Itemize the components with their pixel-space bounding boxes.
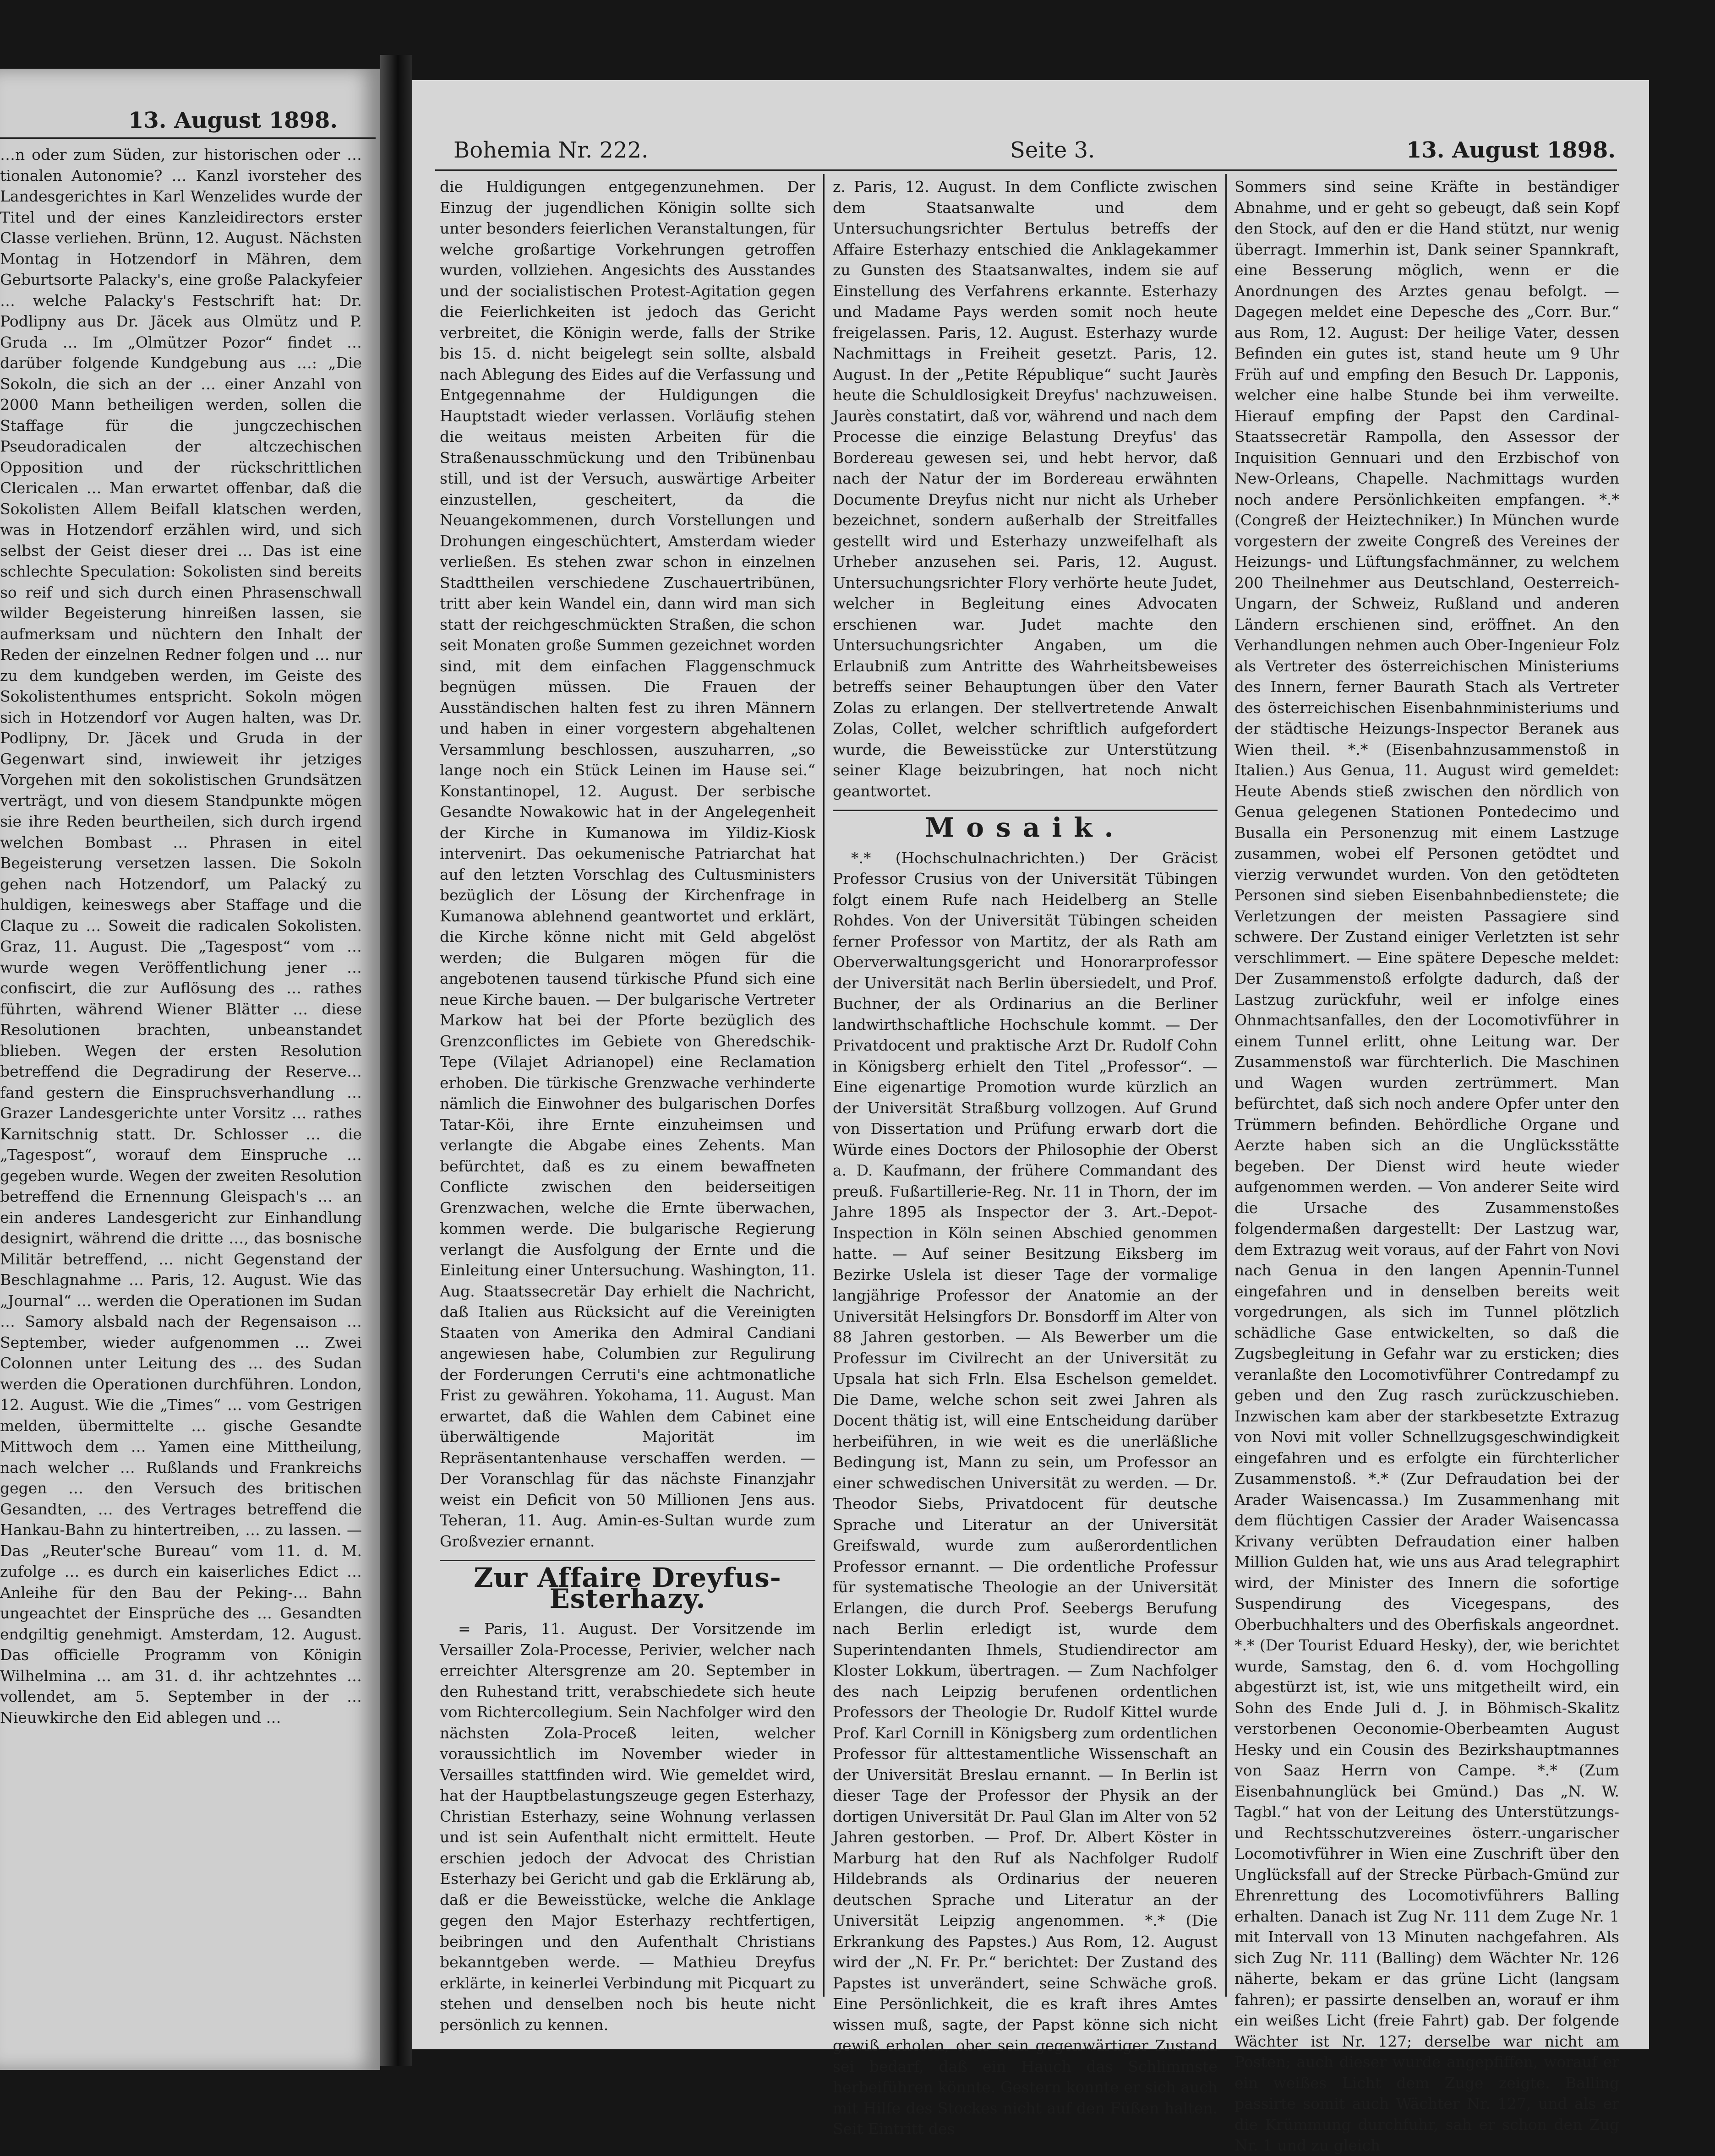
- left-page-text: …n oder zum Süden, zur historischen oder …tionalen Autonomie? … Kanzl ivorsteher des Landesgerichtes in Karl Wenzelides wurde der Titel und der eines Kanzleidirectors erster Classe verliehen. Brünn, 12. August. Nächsten Montag in Hotzendorf in Mähren, dem Geburtsorte Palacky's, eine große Palackyfeier … welche Palacky's Festschrift hat: Dr. Podlipny aus Dr. Jäcek aus Olmütz und P. Gruda … Im „Olmützer Pozor“ findet … darüber folgende Kundgebung aus …: „Die Sokoln, die sich an der … einer Anzahl von 2000 Mann betheiligen werden, sollen die Staffage für die jungczechischen Pseudoradicalen der altczechischen Opposition und der rückschrittlichen Clericalen … Man erwartet offenbar, daß die Sokolisten Allem Beifall klatschen werden, was in Hotzendorf erzählen wird, und sich selbst der Geist dieser drei … Das ist eine schlechte Speculation: Sokolisten sind bereits so reif und sich durch einen Phrasenschwall wilder Begeisterung hinreißen lassen, sie aufmerksam und nüchtern den Inhalt der Reden der einzelnen Redner folgen und … nur zu dem kundgeben werden, im Geiste des Sokolistenthumes entspricht. Sokoln mögen sich in Hotzendorf vor Augen halten, was Dr. Podlipny, Dr. Jäcek und Gruda in der Gegenwart sind, inwieweit ihr jetziges Vorgehen mit den sokolistischen Grundsätzen verträgt, und von diesem Standpunkte mögen sie ihre Reden beurtheilen, sich durch irgend welchen Bombast … Phrasen in eitel Begeisterung versetzen lassen. Die Sokoln gehen nach Hotzendorf, um Palacký zu huldigen, keineswegs aber Staffage und die Claque zu … Soweit die radicalen Sokolisten. Graz, 11. August. Die „Tagespost“ vom … wurde wegen Veröffentlichung jener … confiscirt, die zur Auflösung des … rathes führten, während Wiener Blätter … diese Resolutionen brachten, unbeanstandet blieben. Wegen der ersten Resolution betreffend die Degradirung der Reserve… fand gestern die Einspruchsverhandlung … Grazer Landesgerichte unter Vorsitz … rathes Karnitschnig statt. Dr. Schlosser … die „Tagespost“, worauf dem Einspruche … gegeben wurde. Wegen der zweiten Resolution betreffend die Ernennung Gleispach's … an ein anderes Landesgericht zur Einhandlung designirt, während die dritte …, das bosnische Militär betreffend, … nicht Gegenstand der Beschlagnahme … Paris, 12. August. Wie das „Journal“ … werden die Operationen im Sudan … Samory alsbald nach der Regensaison … September, wieder aufgenommen … Zwei Colonnen unter Leitung des … des Sudan werden die Operationen durchführen. London, 12. August. Wie die „Times“ … vom Gestrigen melden, übermittelte … gische Gesandte Mittwoch dem … Yamen eine Mittheilung, nach welcher … Rußlands und Frankreichs gegen … den Versuch des britischen Gesandten, … des Vertrages betreffend die Hankau-Bahn zu hintertreiben, … zu lassen. — Das „Reuter'sche Bureau“ vom 11. d. M. zufolge … es durch ein kaiserliches Edict … Anleihe für den Bau der Peking-… Bahn ungeachtet der Einsprüche des … Gesandten endgiltig genehmigt. Amsterdam, 12. August. Das officielle Programm von Königin Wilhelmina … am 31. d. ihr achtzehntes … vollendet, am 5. September in der … Nieuwkirche den Eid ablegen und …: [0, 146, 362, 1726]
- mosaik-section-text: *.* (Hochschulnachrichten.) Der Gräcist Professor Crusius von der Universität Tübingen folgt einem Rufe nach Heidelberg an Stelle Rohdes. Von der Universität Tübingen scheiden ferner Professor von Martitz, der als Rath am Oberverwaltungsgericht und Honorarprofessor der Universität nach Berlin übersiedelt, und Prof. Buchner, der als Ordinarius an die Berliner landwirthschaftliche Hochschule kommt. — Der Privatdocent und praktische Arzt Dr. Rudolf Cohn in Königsberg erhielt den Titel „Professor“. — Eine eigenartige Promotion wurde kürzlich an der Universität Straßburg vollzogen. Auf Grund von Dissertation und Prüfung erwarb dort die Würde eines Doctors der Philosophie der Oberst a. D. Kaufmann, der frühere Commandant des preuß. Fußartillerie-Reg. Nr. 11 in Thorn, der im Jahre 1895 als Inspector der 3. Art.-Depot-Inspection in Köln seinen Abschied genommen hatte. — Auf seiner Besitzung Eiksberg im Bezirke Uslela ist dieser Tage der vormalige langjährige Professor der Anatomie an der Universität Helsingfors Dr. Bonsdorff im Alter von 88 Jahren gestorben. — Als Bewerber um die Professur im Civilrecht an der Universität zu Upsala hat sich Frln. Elsa Eschelson gemeldet. Die Dame, welche schon seit zwei Jahren als Docent thätig ist, will eine Entscheidung darüber herbeiführen, in wie weit es die unerläßliche Bedingung ist, Mann zu sein, um Professor an einer schwedischen Universität zu werden. — Dr. Theodor Siebs, Privatdocent für deutsche Sprache und Literatur an der Universität Greifswald, wurde zum außerordentlichen Professor ernannt. — Die ordentliche Professur für systematische Theologie an der Universität Erlangen, die durch Prof. Seebergs Berufung nach Berlin erledigt ist, wurde dem Superintendanten Ihmels, Studiendirector am Kloster Lokkum, übertragen. — Zum Nachfolger des nach Leipzig berufenen ordentlichen Professors der Theologie Dr. Rudolf Kittel wurde Prof. Karl Cornill in Königsberg zum ordentlichen Professor für alttestamentliche Wissenschaft an der Universität Breslau ernannt. — In Berlin ist dieser Tage der Professor der Physik an der dortigen Universität Dr. Paul Glan im Alter von 52 Jahren gestorben. — Prof. Dr. Albert Köster in Marburg hat den Ruf als Nachfolger Rudolf Hildebrands als Ordinarius der neueren deutschen Sprache und Literatur an der Universität Leipzig angenommen. *.* (Die Erkrankung des Papstes.) Aus Rom, 12. August wird der „N. Fr. Pr.“ berichtet: Der Zustand des Papstes ist unverändert, seine Schwäche groß. Eine Persönlichkeit, die es kraft ihres Amtes wissen muß, sagte, der Papst könne sich nicht gewiß erholen, ober sein gegenwärtiger Zustand sei bedarf, daß ein Hauch das Schlimmste herbeiführen könnte. Gestern konnte er sich auch mit Hilfe des Stockes nicht auf den Füßen halten. Seit Eintritt des: [833, 849, 1218, 2138]
- column-3-text: Sommers sind seine Kräfte in beständiger Abnahme, und er geht so gebeugt, daß sein Kopf den Stock, auf den er die Hand stützt, nur wenig überragt. Immerhin ist, Dank seiner Spannkraft, eine Besserung möglich, wenn er die Anordnungen des Arztes genau befolgt. — Dagegen meldet eine Depesche des „Corr. Bur.“ aus Rom, 12. August: Der heilige Vater, dessen Befinden ein gutes ist, stand heute um 9 Uhr Früh auf und empfing den Besuch Dr. Lapponis, welcher eine halbe Stunde bei ihm verweilte. Hierauf empfing der Papst den Cardinal-Staatssecretär Rampolla, den Assessor der Inquisition Gennuari und den Erzbischof von New-Orleans, Chapelle. Nachmittags wurden noch andere Persönlichkeiten empfangen. *.* (Congreß der Heiztechniker.) In München wurde vorgestern der zweite Congreß des Vereines der Heizungs- und Lüftungsfachmänner, zu welchem 200 Theilnehmer aus Deutschland, Oesterreich-Ungarn, der Schweiz, Rußland und anderen Ländern erschienen sind, eröffnet. An den Verhandlungen nehmen auch Ober-Ingenieur Folz als Vertreter des österreichischen Ministeriums des Innern, ferner Baurath Stach als Vertreter des österreichischen Eisenbahnministeriums und der städtische Heizungs-Inspector Beranek aus Wien theil. *.* (Eisenbahnzusammenstoß in Italien.) Aus Genua, 11. August wird gemeldet: Heute Abends stieß zwischen den nördlich von Genua gelegenen Stationen Pontedecimo und Busalla ein Personenzug mit einem Lastzuge zusammen, wobei elf Personen getödtet und vierzig verwundet wurden. Von den getödteten Personen sind sieben Eisenbahnbedienstete; die Verletzungen der meisten Passagiere sind schwere. Der Zustand einiger Verletzten ist sehr verschlimmert. — Eine spätere Depesche meldet: Der Zusammenstoß erfolgte dadurch, daß der Lastzug zurückfuhr, weil er infolge eines Ohnmachtsanfalles, den der Locomotivführer in einem Tunnel erlitt, ohne Leitung war. Der Zusammenstoß war fürchterlich. Die Maschinen und Wagen wurden zertrümmert. Man befürchtet, daß sich noch andere Opfer unter den Trümmern befinden. Behördliche Organe und Aerzte haben sich an die Unglücksstätte begeben. Der Dienst wird heute wieder aufgenommen werden. — Von anderer Seite wird die Ursache des Zusammenstoßes folgendermaßen dargestellt: Der Lastzug war, dem Extrazug weit voraus, auf der Fahrt von Novi nach Genua in den langen Apennin-Tunnel eingefahren und in denselben bereits weit vorgedrungen, als sich im Tunnel plötzlich schädliche Gase entwickelten, so daß die Zugsbegleitung in Gefahr war zu ersticken; dies veranlaßte den Locomotivführer Contredampf zu geben und den Zug rasch zurückzuschieben. Inzwischen kam aber der starkbesetzte Extrazug von Novi mit voller Schnellzugsgeschwindigkeit eingefahren und es erfolgte ein fürchterlicher Zusammenstoß. *.* (Zur Defraudation bei der Arader Waisencassa.) Im Zusammenhang mit dem flüchtigen Cassier der Arader Waisencassa Krivany verübten Defraudation einer halben Million Gulden hat, wie uns aus Arad telegraphirt wird, der Minister des Innern die sofortige Suspendirung des Vicegespans, des Oberbuchhalters und des Oberfiskals angeordnet. *.* (Der Tourist Eduard Hesky), der, wie berichtet wurde, Samstag, den 6. d. vom Hochgolling abgestürzt ist, ist, wie uns mitgetheilt wird, ein Sohn des Ende Juli d. J. in Böhmisch-Skalitz verstorbenen Oeconomie-Oberbeamten August Hesky und ein Cousin des Bezirkshauptmannes von Saaz Herrn von Campe. *.* (Zum Eisenbahnunglück bei Gmünd.) Das „N. W. Tagbl.“ hat von der Leitung des Unterstützungs- und Rechtsschutzvereines österr.-ungarischer Locomotivführer in Wien eine Zuschrift über den Unglücksfall auf der Strecke Pürbach-Gmünd zur Ehrenrettung des Locomotivführers Balling erhalten. Danach ist Zug Nr. 111 dem Zuge Nr. 1 mit Intervall von 13 Minuten nachgefahren. Als sich Zug Nr. 111 (Balling) dem Wächter Nr. 126 näherte, bekam er das grüne Licht (langsam fahren); er passirte denselben an, worauf er ihm ein weißes Licht (freie Fahrt) gab. Der folgende Wächter ist Nr. 127; derselbe war nicht am Posten; auch dieser wurde angepfiffen, worauf er ein weißes Licht dem Zuge zeigte. Balling passirte somit auch Wächter Nr. 127, und als er die Krümmung durchfuhr, sah er schon den Zug Nr. 1 und zu gleich: [1234, 178, 1619, 2154]
- column-1-section-rule: [440, 1560, 815, 1561]
- left-page-date: 13. August 1898.: [128, 108, 338, 133]
- column-divider-1: [823, 174, 825, 1997]
- column-3: [1234, 176, 1619, 2154]
- left-page: [0, 69, 380, 2070]
- masthead-page: Seite 3.: [1010, 137, 1095, 163]
- dreyfus-section-text: = Paris, 11. August. Der Vorsitzende im Versailler Zola-Processe, Perivier, welcher nach erreichter Altersgrenze am 20. September in den Ruhestand tritt, verabschiedete sich heute vom Richtercollegium. Sein Nachfolger wird den nächsten Zola-Proceß leiten, welcher voraussichtlich im November wieder in Versailles stattfinden wird. Wie gemeldet wird, hat der Hauptbelastungszeuge gegen Esterhazy, Christian Esterhazy, seine Wohnung verlassen und ist sein Aufenthalt nicht ermittelt. Heute erschien jedoch der Advocat des Christian Esterhazy bei Gericht und gab die Erklärung ab, daß er die Beweisstücke, welche die Anklage gegen den Major Esterhazy rechtfertigen, beibringen und den Aufenthalt Christians bekanntgeben werde. — Mathieu Dreyfus erklärte, in keinerlei Verbindung mit Picquart zu stehen und denselben noch bis heute nicht persönlich zu kennen.: [440, 1620, 815, 2034]
- page-fold: [380, 55, 412, 2066]
- dreyfus-section-title: Zur Affaire Dreyfus-Esterhazy.: [474, 1562, 781, 1614]
- left-page-column: [0, 144, 362, 2045]
- mosaik-section-title: Mosaik.: [925, 812, 1125, 843]
- column-1: [440, 176, 815, 2034]
- column-1-text: die Huldigungen entgegenzunehmen. Der Einzug der jugendlichen Königin sollte sich unter besonders feierlichen Veranstaltungen, für welche großartige Vorkehrungen getroffen wurden, vollziehen. Angesichts des Ausstandes und der socialistischen Protest-Agitation gegen die Feierlichkeiten ist jedoch das Gericht verbreitet, die Königin werde, falls der Strike bis 15. d. nicht beigelegt sein sollte, alsbald nach Ablegung des Eides auf die Verfassung und Entgegennahme der Huldigungen die Hauptstadt wieder verlassen. Vorläufig stehen die weitaus meisten Arbeiten für die Straßenausschmückung und den Tribünenbau still, und ist der Versuch, auswärtige Arbeiter einzustellen, gescheitert, da die Neuangekommenen, durch Vorstellungen und Drohungen eingeschüchtert, Amsterdam wieder verließen. Es stehen zwar schon in einzelnen Stadttheilen verschiedene Zuschauertribünen, tritt aber kein Wandel ein, dann wird man sich statt der reichgeschmückten Straßen, die schon seit Monaten große Summen gezeichnet worden sind, mit dem einfachen Flaggenschmuck begnügen müssen. Die Frauen der Ausständischen halten fest zu ihren Männern und haben in einer vorgestern abgehaltenen Versammlung beschlossen, auszuharren, „so lange noch ein Stück Leinen im Hause sei.“ Konstantinopel, 12. August. Der serbische Gesandte Nowakowic hat in der Angelegenheit der Kirche in Kumanowa im Yildiz-Kiosk intervenirt. Das oekumenische Patriarchat hat auf den letzten Vorschlag des Cultusministers bezüglich der Lösung der Kirchenfrage in Kumanowa ablehnend geantwortet und erklärt, die Kirche könne nicht mit Geld abgelöst werden; die Bulgaren mögen für die angebotenen tausend türkische Pfund sich eine neue Kirche bauen. — Der bulgarische Vertreter Markow hat bei der Pforte bezüglich des Grenzconflictes im Gebiete von Gheredschik-Tepe (Vilajet Adrianopel) eine Reclamation erhoben. Die türkische Grenzwache verhinderte nämlich die Einwohner des bulgarischen Dorfes Tatar-Köi, ihre Ernte einzuheimsen und verlangte die Abgabe eines Zehents. Man befürchtet, daß es zu einem bewaffneten Conflicte zwischen den beiderseitigen Grenzwachen, welche die Ernte überwachen, kommen werde. Die bulgarische Regierung verlangt die Ausfolgung der Ernte und die Einleitung einer Untersuchung. Washington, 11. Aug. Staatssecretär Day erhielt die Nachricht, daß Italien aus Rücksicht auf die Vereinigten Staaten von Amerika den Admiral Candiani angewiesen habe, Columbien zur Regulirung der Forderungen Cerruti's eine achtmonatliche Frist zu gewähren. Yokohama, 11. August. Man erwartet, daß die Wahlen dem Cabinet eine überwältigende Majorität im Repräsentantenhause verschaffen werden. — Der Voranschlag für das nächste Finanzjahr weist ein Deficit von 50 Millionen Jens aus. Teheran, 11. Aug. Amin-es-Sultan wurde zum Großvezier ernannt.: [440, 178, 815, 1550]
- right-page: [412, 80, 1649, 2154]
- column-2: [833, 176, 1218, 2138]
- left-header-rule: [0, 137, 376, 139]
- masthead-paper: Bohemia Nr. 222.: [453, 137, 649, 163]
- column-divider-2: [1225, 174, 1227, 1997]
- masthead-date: 13. August 1898.: [1406, 137, 1616, 163]
- column-2-section-rule: [833, 810, 1218, 811]
- column-2-text: z. Paris, 12. August. In dem Conflicte zwischen dem Staatsanwalte und dem Untersuchungsrichter Bertulus betreffs der Affaire Esterhazy entschied die Anklagekammer zu Gunsten des Staatsanwaltes, indem sie auf Einstellung des Verfahrens erkannte. Esterhazy und Madame Pays werden somit noch heute freigelassen. Paris, 12. August. Esterhazy wurde Nachmittags in Freiheit gesetzt. Paris, 12. August. In der „Petite République“ sucht Jaurès heute die Schuldlosigkeit Dreyfus' nachzuweisen. Jaurès constatirt, daß vor, während und nach dem Processe die einzige Belastung Dreyfus' das Bordereau gewesen sei, und hebt hervor, daß nach der Natur der im Bordereau erwähnten Documente Dreyfus nicht nur nicht als Urheber bezeichnet, sondern außerhalb der Streitfalles gestellt wird und Esterhazy unzweifelhaft als Urheber anzusehen sei. Paris, 12. August. Untersuchungsrichter Flory verhörte heute Judet, welcher in Begleitung eines Advocaten erschienen war. Judet machte den Untersuchungsrichter Angaben, um die Erlaubniß zum Antritte des Wahrheitsbeweises betreffs seiner Behauptungen über den Vater Zolas zu erlangen. Der stellvertretende Anwalt Zolas, Collet, welcher schriftlich aufgefordert wurde, die Beweisstücke zur Unterstützung seiner Klage beizubringen, hat noch nicht geantwortet.: [833, 178, 1218, 800]
- masthead-rule: [435, 169, 1617, 171]
